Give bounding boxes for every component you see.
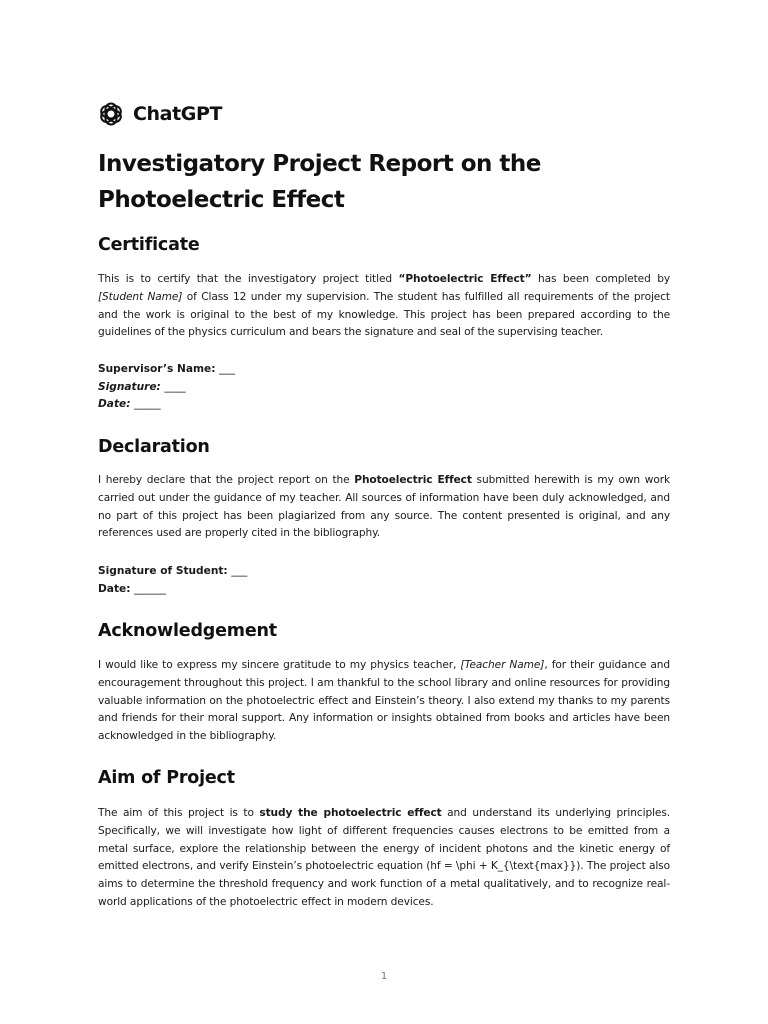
supervisor-signature-block [98,361,670,414]
aim-paragraph: The aim of this project is to study the photoelectric effect and understand its underlying principles. Specifically, we will investigate how light of different frequencies causes electrons to be emitted from a metal surface, explore the relationship between the energy of incident photons and the kinetic energy of emitted electrons, and verify Einstein’s photoelectric equation (hf = \phi + K_{\text{max}}). The project also aims to determine the threshold frequency and work function of a metal qualitatively, and to recognize real-world applications of the photoelectric effect in modern devices. [98,807,671,908]
acknowledgement-heading: Acknowledgement [98,621,277,641]
openai-logo-icon [98,101,124,127]
aim-heading: Aim of Project [98,768,235,788]
teacher-name-placeholder: [Teacher Name] [460,659,545,671]
brand-logo [98,100,222,128]
signature-line: Signature: ____ [98,380,186,393]
student-date-line: Date: ______ [98,582,166,595]
student-name-placeholder: [Student Name] [98,290,183,303]
document-title: Investigatory Project Report on the Photoelectric Effect [98,151,541,213]
certificate-heading: Certificate [98,235,200,255]
page-number: 1 [380,971,388,982]
declaration-heading: Declaration [98,437,210,457]
supervisor-name-line: Supervisor’s Name: ___ [98,363,236,375]
brand-name: ChatGPT [133,103,223,125]
student-signature-block [98,563,670,598]
declaration-paragraph: I hereby declare that the project report on the Photoelectric Effect submitted herewith is my own work carried out under the guidance of my teacher. All sources of information have been duly acknowledged, and no part of this project has been plagiarized from any source. The content presented is original, and any references used are properly cited in the bibliography. [98,474,670,540]
project-title-text: “Photoelectric Effect” [398,273,532,285]
date-line: Date: _____ [98,398,161,410]
student-signature-line: Signature of Student: ___ [98,565,248,577]
certificate-paragraph: This is to certify that the investigatory project titled “Photoelectric Effect” has been completed by [Student Name] of Class 12 under my supervision. The student has fulfilled all requirements of the project and the work is original to the best of my knowledge. This project has been prepared according to the guidelines of the physics curriculum and bears the signature and seal of the supervising teacher. [98,273,670,339]
acknowledgement-paragraph: I would like to express my sincere gratitude to my physics teacher, [Teacher Name], for their guidance and encouragement throughout this project. I am thankful to the school library and online resources for providing valuable information on the photoelectric effect and Einstein’s theory. I also extend my thanks to my parents and friends for their moral support. Any information or insights obtained from books and articles have been acknowledged in the bibliography. [98,659,670,743]
